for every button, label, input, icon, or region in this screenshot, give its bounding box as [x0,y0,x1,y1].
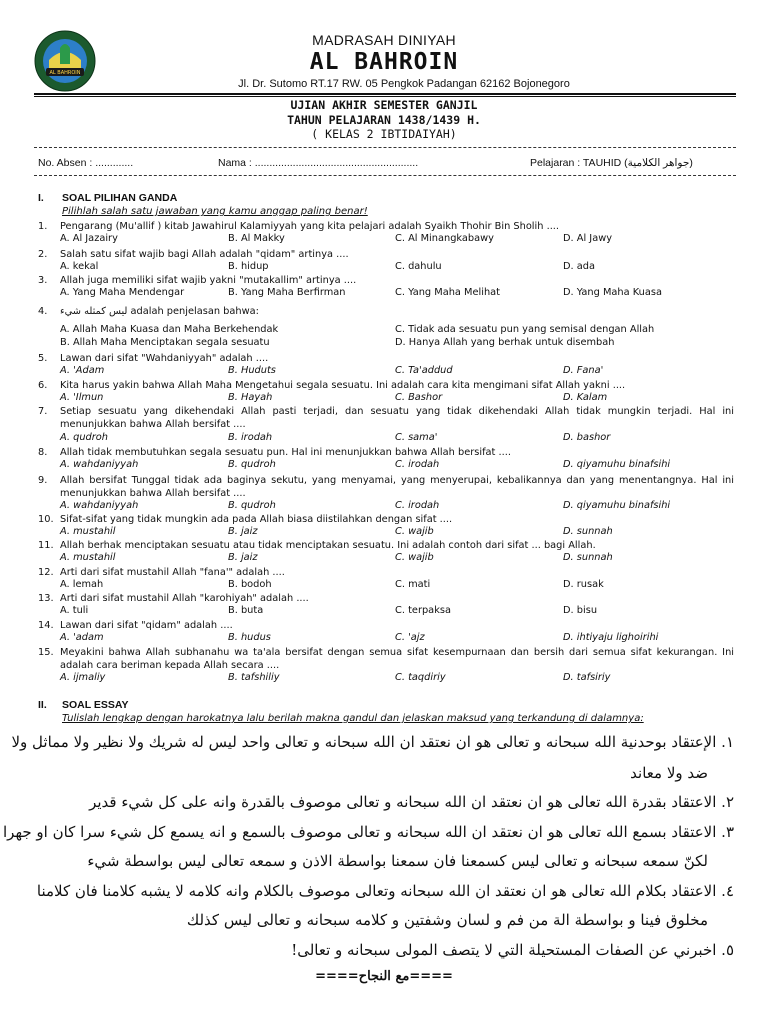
question-number: 9. [38,475,48,486]
option-c: C. taqdiriy [395,672,446,683]
option-a: A. qudroh [60,432,108,443]
question-text: Allah bersifat Tunggal tidak ada baginya sekutu, yang menyamai, yang menyerupai, kebalikannya dan yang menentangnya. Hal ini menunjukkan bahwa Allah bersifat .... [60,475,734,499]
question-text: ليس كمثله شيء adalah penjelasan bahwa: [60,306,259,317]
closing-wish: ====مع النجاح==== [315,969,453,984]
pelajaran-field: Pelajaran : TAUHID (جواهر الكلامية) [530,157,693,169]
option-a: A. mustahil [60,526,116,537]
option-c: C. wajib [395,552,434,563]
option-d: D. Kalam [563,392,608,403]
logo-text: AL BAHROIN [49,70,81,76]
class-label: ( KELAS 2 IBTIDAIYAH) [311,127,457,141]
essay-line-5: لكنّ سمعه سبحانه و تعالى ليس كسمعنا فان سمعنا بواسطة الاذن و سمعه تعالى ليس بواسطة شيء [87,852,708,870]
institution-label: MADRASAH DINIYAH [312,32,456,48]
option-c: C. irodah [395,500,440,511]
question-number: 3. [38,275,48,286]
essay-line-3: ٢. الاعتقاد بقدرة الله تعالى هو ان نعتقد ان الله سبحانه و تعالى موصوف بالقدرة وانه على كل شيء قدير [89,793,734,811]
essay-line-4: ٣. الاعتقاد بسمع الله تعالى هو ان نعتقد ان الله سبحانه و تعالى موصوف بالسمع و انه يسمع كل شيء سرا كان او جهرا [3,823,734,841]
institution-name: AL BAHROIN [309,49,459,75]
option-d: D. qiyamuhu binafsihi [563,500,671,511]
option-a: A. wahdaniyyah [60,459,139,470]
question-number: 13. [38,593,54,604]
header-divider [34,93,736,95]
option-c: C. Bashor [395,392,443,403]
option-a: A. Yang Maha Mendengar [60,287,185,298]
question-number: 15. [38,647,54,658]
option-b: B. Al Makky [228,233,285,244]
option-b: B. qudroh [228,459,276,470]
option-c: C. 'ajz [395,632,425,643]
question-text: Pengarang (Mu'allif ) kitab Jawahirul Kalamiyyah yang kita pelajari adalah Syaikh Thohir Bin Sholih .... [60,221,560,232]
essay-line-6: ٤. الاعتقاد بكلام الله تعالى هو ان نعتقد ان الله سبحانه وتعالى موصوف بالكلام وانه كلامه لا يشبه كلامنا فان كلامنا [36,882,734,900]
question-number: 2. [38,249,48,260]
option-b: B. jaiz [228,552,258,563]
question-text: Arti dari sifat mustahil Allah "fana'" adalah .... [60,567,285,578]
option-c: C. dahulu [395,261,442,272]
header-divider-thin [34,96,736,97]
option-c: C. irodah [395,459,440,470]
question-number: 4. [38,306,48,317]
option-b: B. qudroh [228,500,276,511]
section-1-instruction: Pilihlah salah satu jawaban yang kamu anggap paling benar! [62,206,368,217]
option-b: B. hidup [228,261,269,272]
option-a: A. lemah [60,579,104,590]
question-number: 12. [38,567,54,578]
section-1-title: SOAL PILIHAN GANDA [62,192,178,204]
essay-line-8: ٥. اخبرني عن الصفات المستحيلة التي لا يتصف المولى سبحانه و تعالى! [291,941,734,959]
option-c: C. mati [395,579,431,590]
question-number: 7. [38,406,48,417]
option-d: D. Fana' [563,365,604,376]
option-a: A. tuli [60,605,89,616]
exam-title: UJIAN AKHIR SEMESTER GANJIL [290,98,478,112]
option-b: B. bodoh [228,579,272,590]
question-text: Lawan dari sifat "Wahdaniyyah" adalah .... [60,353,269,364]
option-b: B. Hayah [228,392,273,403]
option-a: A. 'Adam [60,365,105,376]
section-1-number: I. [38,192,44,204]
question-text: Meyakini bahwa Allah subhanahu wa ta'ala bersifat dengan semua sifat kesempurnaan dan bersih dari semua sifat kekurangan. Ini adalah cara beriman kepada Allah secara .... [60,647,734,671]
option-d: D. rusak [563,579,604,590]
option-d: D. qiyamuhu binafsihi [563,459,671,470]
option-b: B. buta [228,605,264,616]
section-2-instruction: Tulislah lengkap dengan harokatnya lalu berilah makna gandul dan jelaskan maksud yang terkandung di dalamnya: [62,713,644,724]
question-text: Allah tidak membutuhkan segala sesuatu pun. Hal ini menunjukkan bahwa Allah bersifat .... [60,447,511,458]
option-b: B. tafshiliy [228,672,280,683]
absen-field: No. Absen : ............. [38,157,134,169]
option-b: B. Allah Maha Menciptakan segala sesuatu [60,337,270,348]
question-number: 10. [38,514,54,525]
section-2-number: II. [38,699,47,711]
essay-line-7: مخلوق فينا و بواسطة الة من فم و لسان وشفتين و كلامه سبحانه و تعالى ليس كذلك [186,911,708,929]
meta-bottom-divider [34,175,736,176]
option-b: B. Yang Maha Berfirman [228,287,346,298]
option-a: A. Al Jazairy [60,233,118,244]
question-text: Allah juga memiliki sifat wajib yakni "mutakallim" artinya .... [60,275,357,286]
essay-line-2: ضد ولا معاند [630,764,708,782]
question-number: 6. [38,380,48,391]
option-c: C. Al Minangkabawy [395,233,494,244]
question-number: 11. [38,540,54,551]
option-b: B. irodah [228,432,273,443]
option-a: A. 'Ilmun [60,392,104,403]
option-c: C. Ta'addud [395,365,453,376]
option-d: D. sunnah [563,526,613,537]
section-2-heading [38,699,129,711]
question-text: Lawan dari sifat "qidam" adalah .... [60,620,233,631]
option-d: D. Yang Maha Kuasa [563,287,662,298]
option-d: D. bisu [563,605,598,616]
option-d: D. Hanya Allah yang berhak untuk disembah [395,337,615,348]
essay-line-1: ١. الإعتقاد بوحدنية الله سبحانه و تعالى هو ان نعتقد ان الله سبحانه و تعالى واحد ليس له شريك ولا نظير ولا مماثل ولا [11,733,734,751]
option-b: B. Huduts [228,365,276,376]
question-number: 5. [38,353,48,364]
option-a: A. mustahil [60,552,116,563]
question-text: Allah berhak menciptakan sesuatu atau tidak menciptakan sesuatu. Ini adalah contoh dari sifat ... bagi Allah. [60,540,596,551]
question-text: Salah satu sifat wajib bagi Allah adalah "qidam" artinya .... [60,249,349,260]
option-c: C. sama' [395,432,438,443]
question-text: Sifat-sifat yang tidak mungkin ada pada Allah biasa diistilahkan dengan sifat .... [60,514,453,525]
option-d: D. ada [563,261,595,272]
question-text: Kita harus yakin bahwa Allah Maha Mengetahui segala sesuatu. Ini adalah cara kita mengimani sifat Allah yakni .... [60,380,626,391]
option-d: D. ihtiyaju lighoirihi [563,632,659,643]
question-number: 1. [38,221,48,232]
section-1-heading [38,192,178,204]
option-c: C. Yang Maha Melihat [395,287,501,298]
meta-top-divider [34,147,736,148]
option-a: A. 'adam [60,632,104,643]
option-a: A. wahdaniyyah [60,500,139,511]
question-text: Arti dari sifat mustahil Allah "karohiyah" adalah .... [60,593,309,604]
academic-year: TAHUN PELAJARAN 1438/1439 H. [287,113,481,127]
option-d: D. Al Jawy [563,233,613,244]
option-d: D. tafsiriy [563,672,611,683]
nama-field: Nama : ........................................................ [218,157,419,169]
option-a: A. kekal [60,261,99,272]
option-c: C. Tidak ada sesuatu pun yang semisal dengan Allah [395,324,655,335]
question-number: 14. [38,620,54,631]
section-2-title: SOAL ESSAY [62,699,129,711]
option-b: B. hudus [228,632,271,643]
option-d: D. sunnah [563,552,613,563]
question-text: Setiap sesuatu yang dikehendaki Allah pasti terjadi, dan sesuatu yang tidak dikehendaki Allah tidak mungkin terjadi. Hal ini menunjukkan bahwa Allah bersifat .... [60,406,734,430]
option-d: D. bashor [563,432,611,443]
institution-address: Jl. Dr. Sutomo RT.17 RW. 05 Pengkok Padangan 62162 Bojonegoro [238,78,570,90]
option-a: A. Allah Maha Kuasa dan Maha Berkehendak [60,324,279,335]
option-c: C. wajib [395,526,434,537]
option-c: C. terpaksa [395,605,451,616]
option-b: B. jaiz [228,526,258,537]
question-number: 8. [38,447,48,458]
option-a: A. ijmaliy [60,672,106,683]
